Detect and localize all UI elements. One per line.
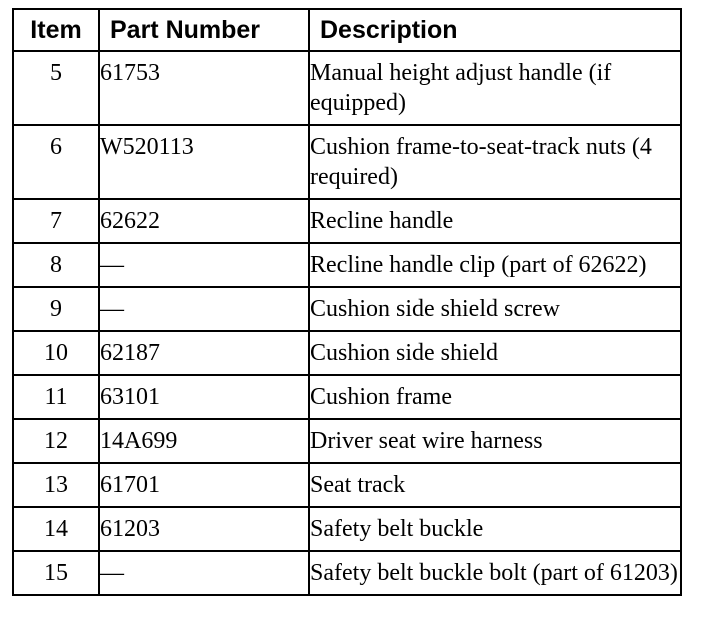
table-row	[13, 331, 681, 375]
part-number: 63101	[99, 375, 309, 419]
table-row	[13, 507, 681, 551]
description: Recline handle clip (part of 62622)	[309, 243, 681, 287]
description: Cushion side shield screw	[309, 287, 681, 331]
part-number: —	[99, 551, 309, 595]
item-number: 8	[13, 243, 99, 287]
table-row	[13, 551, 681, 595]
part-number: 61203	[99, 507, 309, 551]
part-number: 62622	[99, 199, 309, 243]
table-row	[13, 419, 681, 463]
description: Manual height adjust handle (if equipped)	[309, 51, 681, 125]
item-number: 12	[13, 419, 99, 463]
table-row	[13, 51, 681, 125]
description: Cushion frame	[309, 375, 681, 419]
part-number: 62187	[99, 331, 309, 375]
item-number: 9	[13, 287, 99, 331]
parts-table	[12, 8, 682, 596]
item-number: 7	[13, 199, 99, 243]
table-row	[13, 199, 681, 243]
part-number: 14A699	[99, 419, 309, 463]
description: Recline handle	[309, 199, 681, 243]
header-part-number: Part Number	[99, 9, 309, 51]
table-header-row	[13, 9, 681, 51]
table-row	[13, 375, 681, 419]
part-number: W520113	[99, 125, 309, 199]
description: Safety belt buckle bolt (part of 61203)	[309, 551, 681, 595]
item-number: 10	[13, 331, 99, 375]
part-number: —	[99, 243, 309, 287]
header-description: Description	[309, 9, 681, 51]
description: Cushion side shield	[309, 331, 681, 375]
description: Cushion frame-to-seat-track nuts (4 required)	[309, 125, 681, 199]
item-number: 11	[13, 375, 99, 419]
table-row	[13, 463, 681, 507]
item-number: 13	[13, 463, 99, 507]
item-number: 6	[13, 125, 99, 199]
item-number: 14	[13, 507, 99, 551]
part-number: 61701	[99, 463, 309, 507]
table-row	[13, 287, 681, 331]
item-number: 15	[13, 551, 99, 595]
description: Driver seat wire harness	[309, 419, 681, 463]
description: Safety belt buckle	[309, 507, 681, 551]
description: Seat track	[309, 463, 681, 507]
header-item: Item	[13, 9, 99, 51]
part-number: 61753	[99, 51, 309, 125]
part-number: —	[99, 287, 309, 331]
table-row	[13, 125, 681, 199]
item-number: 5	[13, 51, 99, 125]
table-row	[13, 243, 681, 287]
